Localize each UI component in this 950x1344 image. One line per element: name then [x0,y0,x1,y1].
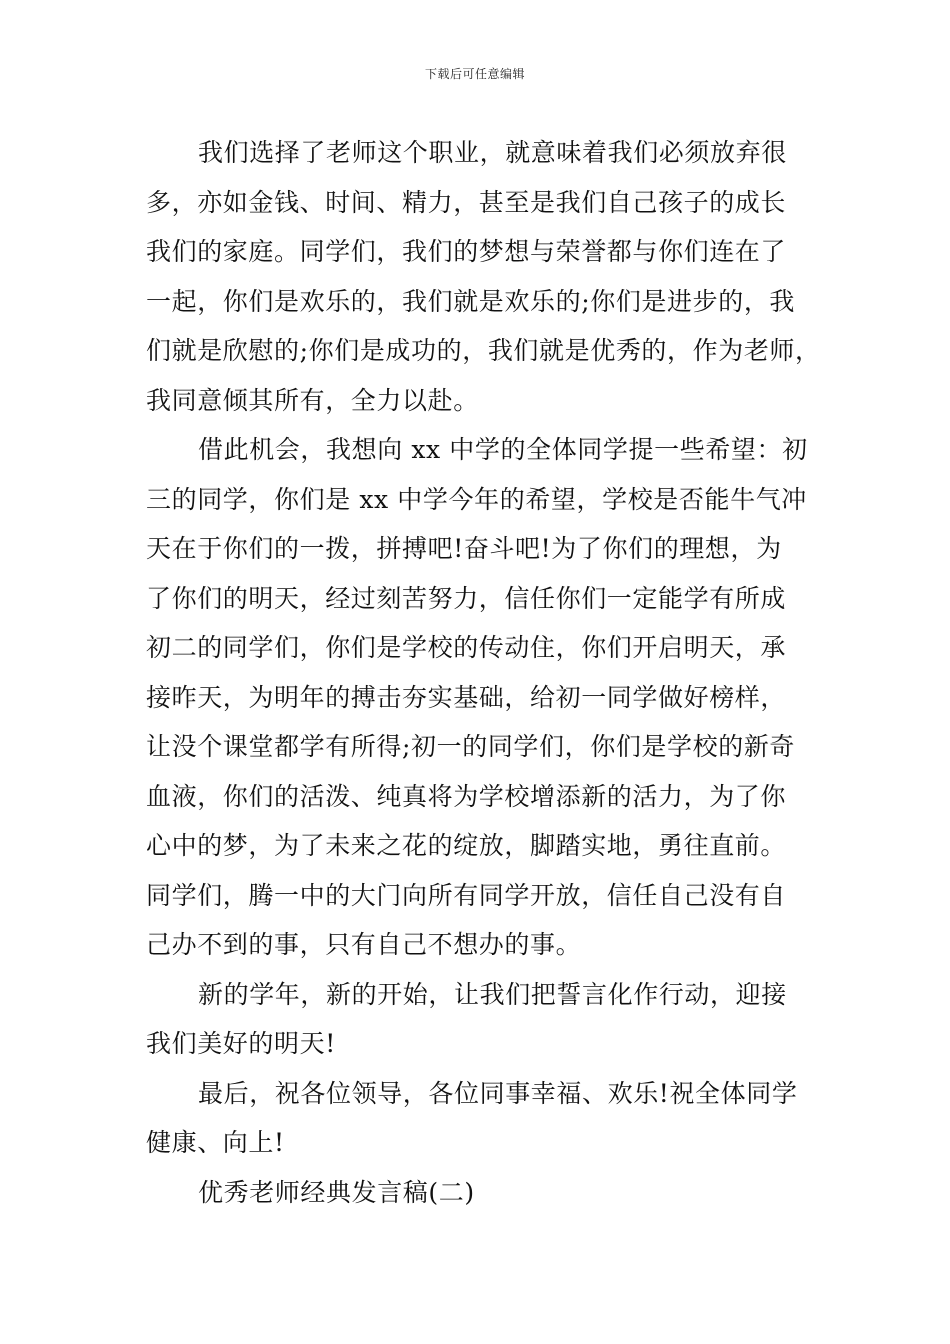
paragraph-2-line-10: 同学们，腾一中的大门向所有同学开放，信任自己没有自 [146,880,787,910]
paragraph-2-line-3: 天在于你们的一拨，拼搏吧!奋斗吧!为了你们的理想，为 [146,534,782,563]
paragraph-2-line-2: 三的同学，你们是 xx 中学今年的希望，学校是否能牛气冲 [146,484,807,514]
paragraph-2-line-8: 血液，你们的活泼、纯真将为学校增添新的活力，为了你 [146,781,787,811]
paragraph-2-line-1: 借此机会，我想向 xx 中学的全体同学提一些希望：初 [198,435,808,464]
paragraph-1-line-2: 多，亦如金钱、时间、精力，甚至是我们自己孩子的成长 [146,187,787,217]
document-body [146,128,821,1217]
header-note: 下载后可任意编辑 [424,67,525,81]
paragraph-2-line-11: 己办不到的事，只有自己不想办的事。 [146,930,582,959]
paragraph-2-line-6: 接昨天，为明年的搏击夯实基础，给初一同学做好榜样， [146,682,787,712]
paragraph-3-line-2: 我们美好的明天! [146,1029,336,1058]
paragraph-1-line-6: 我同意倾其所有，全力以赴。 [146,385,479,415]
paragraph-2-line-4: 了你们的明天，经过刻苦努力，信任你们一定能学有所成 [146,583,787,613]
paragraph-4-line-1: 最后，祝各位领导，各位同事幸福、欢乐!祝全体同学 [198,1078,798,1108]
paragraph-4-line-2: 健康、向上! [146,1128,285,1157]
paragraph-2-line-7: 让没个课堂都学有所得;初一的同学们，你们是学校的新奇 [146,732,796,761]
paragraph-1-line-5: 们就是欣慰的;你们是成功的，我们就是优秀的，作为老师， [146,336,821,365]
paragraph-3-line-1: 新的学年，新的开始，让我们把誓言化作行动，迎接 [198,979,787,1009]
section-title: 优秀老师经典发言稿(二) [198,1177,475,1207]
paragraph-1-line-1: 我们选择了老师这个职业，就意味着我们必须放弃很 [198,138,787,167]
paragraph-2-line-9: 心中的梦，为了未来之花的绽放，脚踏实地，勇往直前。 [146,831,787,860]
paragraph-1-line-3: 我们的家庭。同学们，我们的梦想与荣誉都与你们连在了 [146,237,787,266]
paragraph-2-line-5: 初二的同学们，你们是学校的传动住，你们开启明天，承 [146,633,787,662]
paragraph-1-line-4: 一起，你们是欢乐的，我们就是欢乐的;你们是进步的，我 [146,286,796,316]
